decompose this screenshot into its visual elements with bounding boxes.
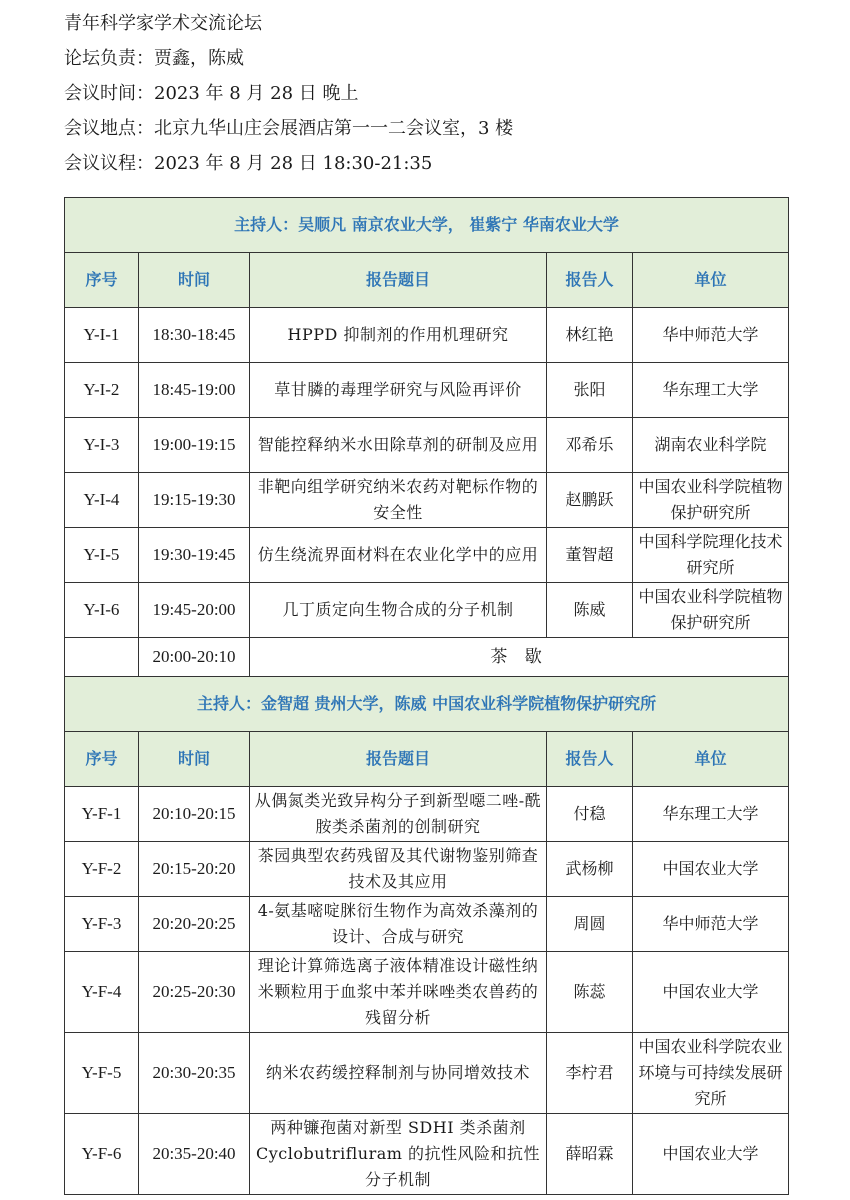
col-header-title: 报告题目 xyxy=(250,253,547,308)
talk-code: Y-I-2 xyxy=(65,363,139,418)
talk-speaker: 陈威 xyxy=(547,583,633,638)
talk-time: 20:20-20:25 xyxy=(139,897,250,952)
talk-unit: 湖南农业科学院 xyxy=(633,418,789,473)
talk-speaker: 董智超 xyxy=(547,528,633,583)
col-header-time: 时间 xyxy=(139,253,250,308)
talk-code: Y-I-4 xyxy=(65,473,139,528)
forum-time-line xyxy=(64,76,824,111)
forum-leaders: 贾鑫，陈威 xyxy=(154,48,244,69)
break-code-empty xyxy=(65,638,139,677)
talk-speaker: 付稳 xyxy=(547,787,633,842)
talk-time: 18:45-19:00 xyxy=(139,363,250,418)
col-header-speaker: 报告人 xyxy=(547,253,633,308)
break-time: 20:00-20:10 xyxy=(139,638,250,677)
session2-header-row xyxy=(65,732,789,787)
table-row xyxy=(65,583,789,638)
talk-code: Y-I-6 xyxy=(65,583,139,638)
talk-speaker: 周圆 xyxy=(547,897,633,952)
talk-unit: 中国农业大学 xyxy=(633,1114,789,1195)
talk-speaker: 李柠君 xyxy=(547,1033,633,1114)
talk-speaker: 陈蕊 xyxy=(547,952,633,1033)
talk-time: 18:30-18:45 xyxy=(139,308,250,363)
talk-code: Y-I-1 xyxy=(65,308,139,363)
session1-host: 主持人：吴顺凡 南京农业大学， 崔紫宁 华南农业大学 xyxy=(65,198,789,253)
talk-time: 20:30-20:35 xyxy=(139,1033,250,1114)
forum-time-label: 会议时间： xyxy=(64,83,154,104)
talk-code: Y-F-5 xyxy=(65,1033,139,1114)
talk-code: Y-I-3 xyxy=(65,418,139,473)
forum-time: 2023 年 8 月 28 日 晚上 xyxy=(154,83,359,104)
talk-title: 几丁质定向生物合成的分子机制 xyxy=(250,583,547,638)
talk-time: 20:35-20:40 xyxy=(139,1114,250,1195)
forum-place: 北京九华山庄会展酒店第一一二会议室，3 楼 xyxy=(154,118,514,139)
col-header-unit: 单位 xyxy=(633,732,789,787)
talk-time: 20:10-20:15 xyxy=(139,787,250,842)
session2-host-row xyxy=(65,677,789,732)
talk-title: 从偶氮类光致异构分子到新型噁二唑-酰胺类杀菌剂的创制研究 xyxy=(250,787,547,842)
table-row xyxy=(65,363,789,418)
col-header-code: 序号 xyxy=(65,253,139,308)
talk-title: 草甘膦的毒理学研究与风险再评价 xyxy=(250,363,547,418)
talk-code: Y-I-5 xyxy=(65,528,139,583)
talk-title: 仿生绕流界面材料在农业化学中的应用 xyxy=(250,528,547,583)
col-header-speaker: 报告人 xyxy=(547,732,633,787)
table-row xyxy=(65,308,789,363)
talk-unit: 中国科学院理化技术研究所 xyxy=(633,528,789,583)
col-header-title: 报告题目 xyxy=(250,732,547,787)
table-row xyxy=(65,1114,789,1195)
forum-title: 青年科学家学术交流论坛 xyxy=(64,13,262,34)
talk-speaker: 林红艳 xyxy=(547,308,633,363)
talk-code: Y-F-4 xyxy=(65,952,139,1033)
talk-time: 20:15-20:20 xyxy=(139,842,250,897)
forum-agenda-label: 会议议程： xyxy=(64,153,154,174)
session2-host: 主持人：金智超 贵州大学，陈威 中国农业科学院植物保护研究所 xyxy=(65,677,789,732)
talk-unit: 中国农业大学 xyxy=(633,952,789,1033)
forum-info xyxy=(64,6,824,181)
forum-place-label: 会议地点： xyxy=(64,118,154,139)
talk-code: Y-F-2 xyxy=(65,842,139,897)
session1-host-row xyxy=(65,198,789,253)
talk-code: Y-F-1 xyxy=(65,787,139,842)
talk-unit: 华中师范大学 xyxy=(633,897,789,952)
talk-speaker: 邓希乐 xyxy=(547,418,633,473)
table-row xyxy=(65,1033,789,1114)
talk-speaker: 赵鹏跃 xyxy=(547,473,633,528)
talk-title: 纳米农药缓控释制剂与协同增效技术 xyxy=(250,1033,547,1114)
talk-time: 19:30-19:45 xyxy=(139,528,250,583)
break-row xyxy=(65,638,789,677)
talk-code: Y-F-3 xyxy=(65,897,139,952)
session1-header-row xyxy=(65,253,789,308)
talk-speaker: 武杨柳 xyxy=(547,842,633,897)
col-header-code: 序号 xyxy=(65,732,139,787)
talk-time: 19:45-20:00 xyxy=(139,583,250,638)
talk-title: 茶园典型农药残留及其代谢物鉴别筛查技术及其应用 xyxy=(250,842,547,897)
talk-title: 非靶向组学研究纳米农药对靶标作物的安全性 xyxy=(250,473,547,528)
break-label: 茶 歇 xyxy=(250,638,789,677)
talk-unit: 中国农业科学院农业环境与可持续发展研究所 xyxy=(633,1033,789,1114)
schedule-table xyxy=(64,197,789,1195)
table-row xyxy=(65,418,789,473)
talk-unit: 中国农业大学 xyxy=(633,842,789,897)
talk-unit: 中国农业科学院植物保护研究所 xyxy=(633,473,789,528)
table-row xyxy=(65,473,789,528)
talk-unit: 华东理工大学 xyxy=(633,787,789,842)
table-row xyxy=(65,842,789,897)
talk-speaker: 薛昭霖 xyxy=(547,1114,633,1195)
table-row xyxy=(65,787,789,842)
talk-title: 智能控释纳米水田除草剂的研制及应用 xyxy=(250,418,547,473)
forum-leaders-label: 论坛负责： xyxy=(64,48,154,69)
table-row xyxy=(65,528,789,583)
talk-title: 理论计算筛选离子液体精准设计磁性纳米颗粒用于血浆中苯并咪唑类农兽药的残留分析 xyxy=(250,952,547,1033)
talk-title: 两种镰孢菌对新型 SDHI 类杀菌剂 Cyclobutrifluram 的抗性风险和抗性分子机制 xyxy=(250,1114,547,1195)
talk-title: 4-氨基嘧啶脒衍生物作为高效杀藻剂的设计、合成与研究 xyxy=(250,897,547,952)
talk-unit: 中国农业科学院植物保护研究所 xyxy=(633,583,789,638)
talk-title: HPPD 抑制剂的作用机理研究 xyxy=(250,308,547,363)
talk-time: 19:00-19:15 xyxy=(139,418,250,473)
talk-time: 20:25-20:30 xyxy=(139,952,250,1033)
table-row xyxy=(65,897,789,952)
talk-speaker: 张阳 xyxy=(547,363,633,418)
forum-agenda: 2023 年 8 月 28 日 18:30-21:35 xyxy=(154,153,433,174)
forum-agenda-line xyxy=(64,146,824,181)
forum-place-line xyxy=(64,111,824,146)
talk-code: Y-F-6 xyxy=(65,1114,139,1195)
talk-unit: 华中师范大学 xyxy=(633,308,789,363)
table-row xyxy=(65,952,789,1033)
talk-unit: 华东理工大学 xyxy=(633,363,789,418)
col-header-time: 时间 xyxy=(139,732,250,787)
col-header-unit: 单位 xyxy=(633,253,789,308)
forum-leaders-line xyxy=(64,41,824,76)
talk-time: 19:15-19:30 xyxy=(139,473,250,528)
